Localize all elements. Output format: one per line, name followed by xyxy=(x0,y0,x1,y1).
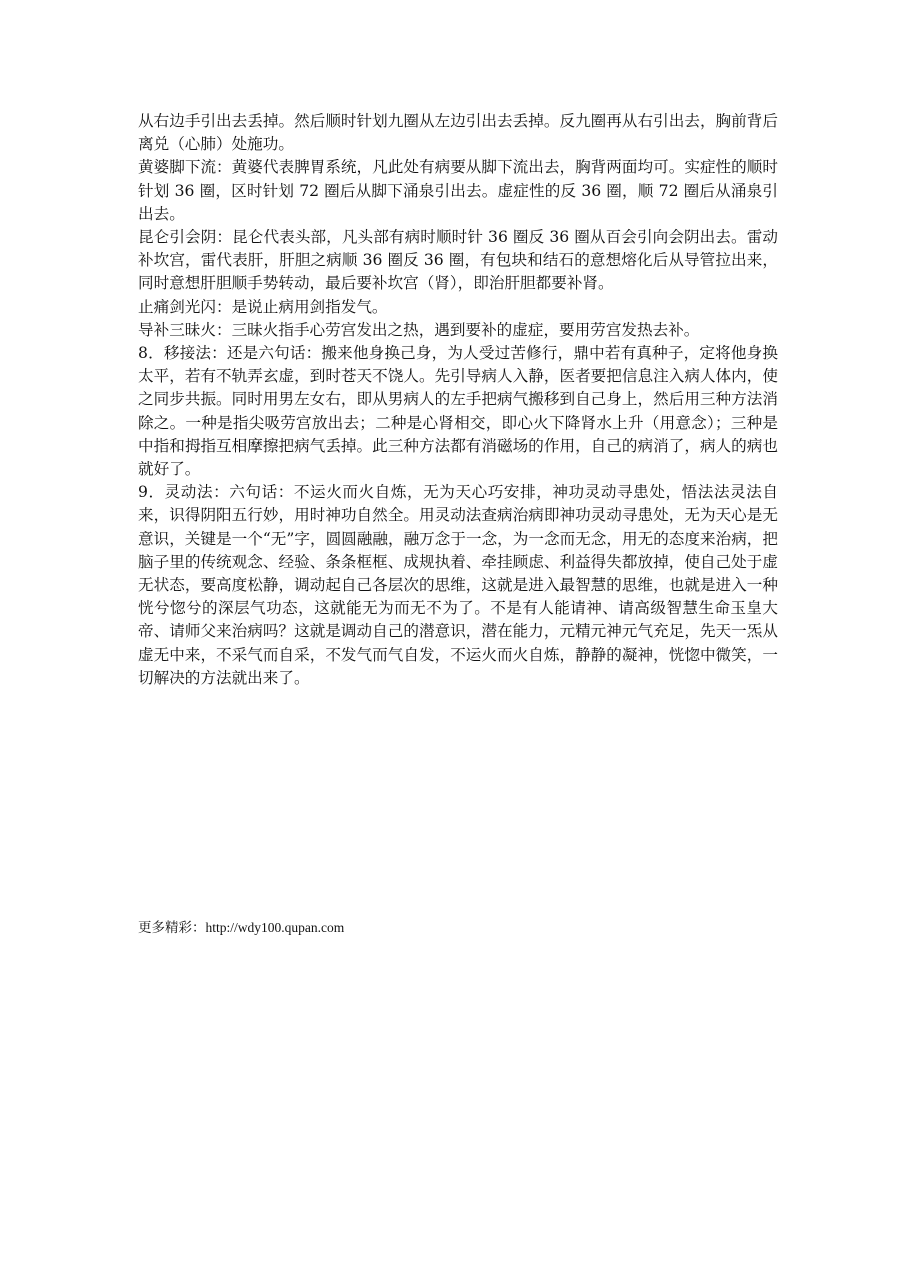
footer-link-text: 更多精彩：http://wdy100.qupan.com xyxy=(138,920,345,935)
paragraph-huangpo: 黄婆脚下流：黄婆代表脾胃系统，凡此处有病要从脚下流出去，胸背两面均可。实症性的顺时针划 36 圈，区时针划 72 圈后从脚下涌泉引出去。虚症性的反 36 圈，顺 72 圈后从涌泉引出去。 xyxy=(138,158,778,223)
paragraph-continuation: 从右边手引出去丢掉。然后顺时针划九圈从左边引出去丢掉。反九圈再从右引出去，胸前背后离兑（心肺）处施功。 xyxy=(138,112,778,154)
paragraph-zhitong: 止痛剑光闪：是说止病用剑指发气。 xyxy=(138,297,388,316)
paragraph-daobu: 导补三昧火：三昧火指手心劳宫发出之热，遇到要补的虚症，要用劳宫发热去补。 xyxy=(138,320,700,339)
paragraph-kunlun: 昆仑引会阴：昆仑代表头部，凡头部有病时顺时针 36 圈反 36 圈从百会引向会阴出去。雷动补坎宫，雷代表肝，肝胆之病顺 36 圈反 36 圈，有包块和结石的意想熔化后从导管拉出来，同时意想肝胆顺手势转动，最后要补坎宫（肾），即治肝胆都要补肾。 xyxy=(138,228,778,293)
paragraph-yijiefa: 8．移接法：还是六句话：搬来他身换己身，为人受过苦修行，鼎中若有真种子，定将他身换太平，若有不轨弄玄虚，到时苍天不饶人。先引导病人入静，医者要把信息注入病人体内，使之同步共振。同时用男左女右，即从男病人的左手把病气搬移到自己身上，然后用三种方法消除之。一种是指尖吸劳宫放出去；二种是心肾相交，即心火下降肾水上升（用意念）；三种是中指和拇指互相摩擦把病气丢掉。此三种方法都有消磁场的作用，自己的病消了，病人的病也就好了。 xyxy=(138,344,778,479)
paragraph-lingdongfa: 9．灵动法：六句话：不运火而火自炼，无为天心巧安排，神功灵动寻患处，悟法法灵法自来，识得阴阳五行妙，用时神功自然全。用灵动法查病治病即神功灵动寻患处，无为天心是无意识，关键是一个“无”字，圆圆融融，融万念于一念，为一念而无念，用无的态度来治病，把脑子里的传统观念、经验、条条框框、成规执着、牵挂顾虑、利益得失都放掉，使自己处于虚无状态，要高度松静，调动起自己各层次的思维，这就是进入最智慧的思维，也就是进入一种恍兮惚兮的深层气功态，这就能无为而无不为了。不是有人能请神、请高级智慧生命玉皇大帝、请师父来治病吗？这就是调动自己的潜意识，潜在能力，元精元神元气充足，先天一炁从虚无中来，不采气而自采，不发气而气自发，不运火而火自炼，静静的凝神，恍惚中微笑，一切解决的方法就出来了。 xyxy=(138,483,778,687)
document-body xyxy=(138,110,778,690)
